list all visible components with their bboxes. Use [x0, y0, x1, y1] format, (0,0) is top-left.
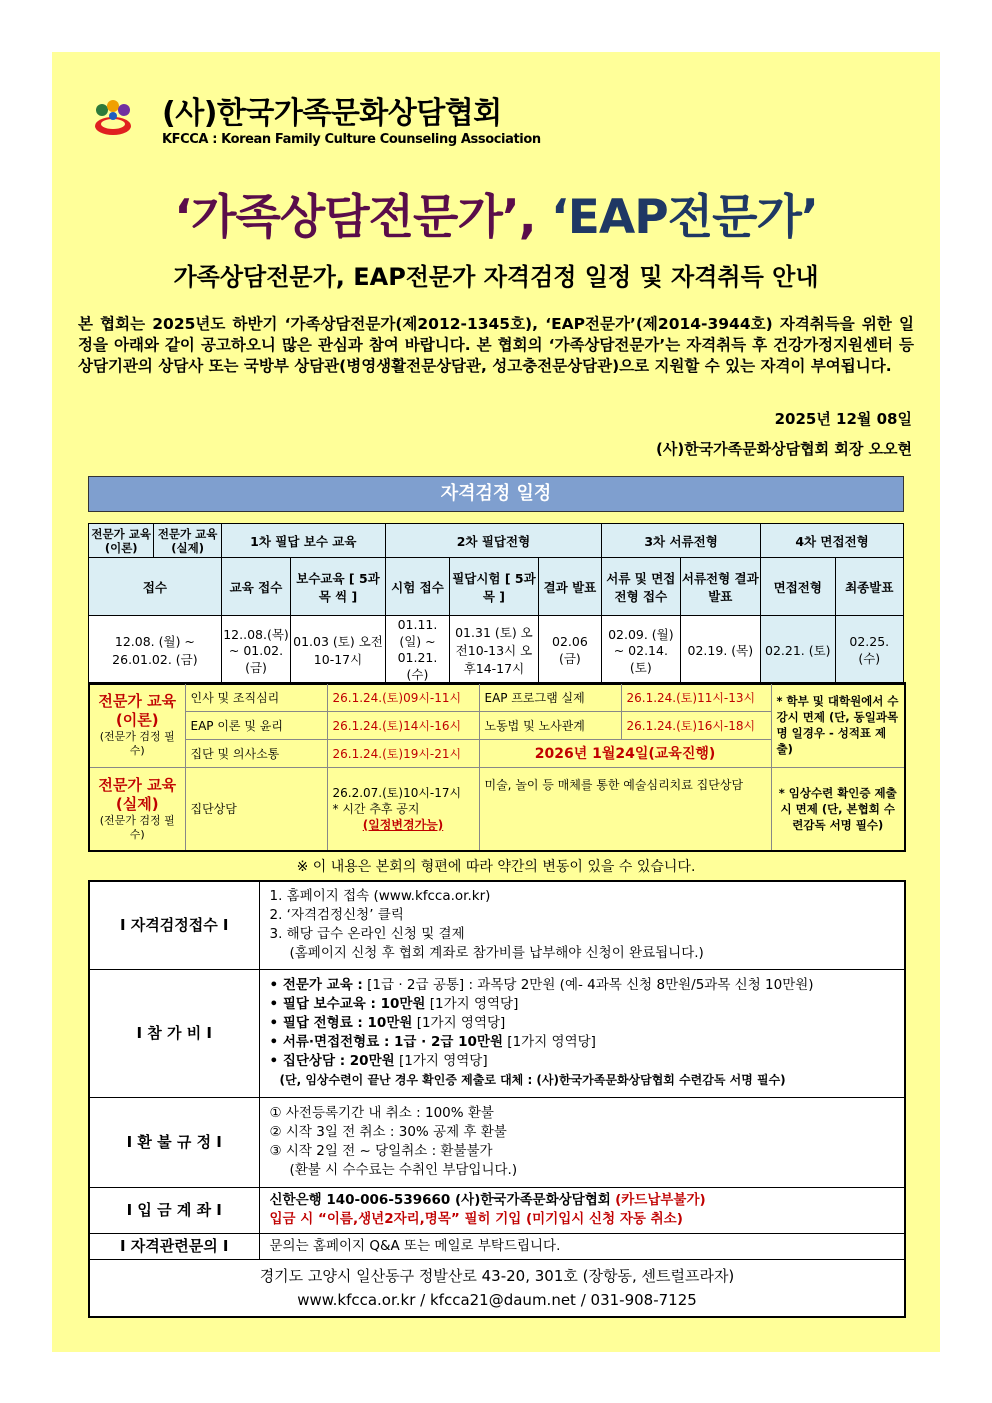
practice-description: 미술, 놀이 등 매체를 통한 예술심리치료 집단상담: [479, 767, 771, 851]
header-stage1: 1차 필답 보수 교육: [221, 524, 385, 558]
org-english-name: KFCCA : Korean Family Culture Counseling Association: [162, 132, 541, 147]
kfcca-logo-icon: [90, 98, 136, 138]
poster-page: [52, 52, 940, 1352]
cell-final: 02.25. (수): [835, 616, 903, 685]
headline-family-counselor: ‘가족상담전문가’,: [174, 190, 536, 245]
subheader-doc-result: 서류전형 결과발표: [680, 558, 760, 616]
time-eap-theory: 26.1.24.(토)14시-16시: [327, 711, 479, 739]
cell-refresher: 01.03 (토) 오전 10-17시: [291, 616, 386, 685]
cell-receipt: 12.08. (월) ~ 26.01.02. (금): [89, 616, 222, 685]
schedule-table: [88, 523, 904, 685]
signer: (사)한국가족문화상담협회 회장 오오현: [656, 440, 912, 458]
fee-key: I 참 가 비 I: [89, 969, 259, 1097]
cell-interview: 02.21. (토): [761, 616, 835, 685]
subject-eap-program: EAP 프로그램 실제: [479, 683, 621, 711]
headline-eap: ‘EAP전문가’: [550, 190, 818, 245]
header-edu-theory: 전문가 교육(이론): [89, 524, 154, 558]
subject-eap-theory: EAP 이론 및 윤리: [185, 711, 327, 739]
cell-exam-receipt: 01.11.(일) ~ 01.21.(수): [385, 616, 449, 685]
time-hr-psychology: 26.1.24.(토)09시-11시: [327, 683, 479, 711]
info-table: [88, 880, 906, 1318]
org-name: (사)한국가족문화상담협회: [162, 96, 502, 131]
header-edu-practice: 전문가 교육(실제): [154, 524, 221, 558]
subheader-result: 결과 발표: [538, 558, 601, 616]
subtitle: 가족상담전문가, EAP전문가 자격검정 일정 및 자격취득 안내: [173, 263, 819, 291]
subject-labor-law: 노동법 및 노사관계: [479, 711, 621, 739]
edu-practice-label: 전문가 교육(실제) (전문가 검정 필수): [89, 767, 185, 851]
refund-rules: ① 사전등록기간 내 취소 : 100% 환불 ② 시작 3일 전 취소 : 30% 공제 후 환불 ③ 시작 2일 전 ~ 당일취소 : 환불불가 (환불 시 수수료는 수취인 부담입니다.): [259, 1097, 905, 1187]
cell-doc-receipt: 02.09. (월) ~ 02.14. (토): [602, 616, 680, 685]
subheader-interview: 면접전형: [761, 558, 835, 616]
subheader-doc-receipt: 서류 및 면접 전형 접수: [602, 558, 680, 616]
inquiry-text: 문의는 홈페이지 Q&A 또는 메일로 부탁드립니다.: [259, 1233, 905, 1259]
subheader-refresher: 보수교육 [ 5과목 씩 ]: [291, 558, 386, 616]
subheader-receipt: 접수: [89, 558, 222, 616]
registration-key: I 자격검정접수 I: [89, 881, 259, 969]
time-group-communication: 26.1.24.(토)19시-21시: [327, 739, 479, 767]
refund-key: I 환 불 규 정 I: [89, 1097, 259, 1187]
time-eap-program: 26.1.24.(토)11시-13시: [621, 683, 771, 711]
schedule-title: 자격검정 일정: [88, 476, 904, 512]
cell-result: 02.06 (금): [538, 616, 601, 685]
change-notice: ※ 이 내용은 본회의 형편에 따라 약간의 변동이 있을 수 있습니다.: [296, 859, 696, 875]
subheader-exam-receipt: 시험 접수: [385, 558, 449, 616]
headline: [52, 180, 940, 247]
contact-line[interactable]: www.kfcca.or.kr / kfcca21@daum.net / 031-908-7125: [297, 1290, 697, 1309]
edu-date-highlight: 2026년 1월24일(교육진행): [479, 739, 771, 767]
subject-group-counseling: 집단상담: [185, 767, 327, 851]
header-stage2: 2차 필답전형: [385, 524, 601, 558]
subheader-final: 최종발표: [835, 558, 903, 616]
subheader-edu-receipt: 교육 접수: [221, 558, 290, 616]
inquiry-key: I 자격관련문의 I: [89, 1233, 259, 1259]
fee-details: • 전문가 교육 : [1급 · 2급 공통] : 과목당 2만원 (예- 4과목 신청 8만원/5과목 신청 10만원) • 필답 보수교육 : 10만원 [1가지 영역당] • 필답 전형료 : 10만원 [1가지 영역당] • 서류·면접전형료 : 1급 · 2급 10만원 [1가지 영역당] • 집단상담 : 20만원 [1가지 영역당] (단, 임상수련이 끝난 경우 확인증 제출로 대체 : (사)한국가족문화상담협회 수련감독 서명 필수): [259, 969, 905, 1097]
footer-contact: [89, 1259, 905, 1317]
edu-practice-note: * 임상수련 확인증 제출시 면제 (단, 본협회 수련감독 서명 필수): [771, 767, 905, 851]
cell-written-exam: 01.31 (토) 오전10-13시 오후14-17시: [450, 616, 539, 685]
edu-theory-label: 전문가 교육(이론) (전문가 검정 필수): [89, 683, 185, 767]
subject-group-communication: 집단 및 의사소통: [185, 739, 327, 767]
registration-steps: 1. 홈페이지 접속 (www.kfcca.or.kr) 2. ‘자격검정신청’ 클릭 3. 해당 급수 온라인 신청 및 결제 (홈페이지 신청 후 협회 계좌로 참가비를 납부해야 신청이 완료됩니다.): [259, 881, 905, 969]
practice-time: 26.2.07.(토)10시-17시 * 시간 추후 공지 (일정변경가능): [327, 767, 479, 851]
intro-paragraph: 본 협회는 2025년도 하반기 ‘가족상담전문가(제2012-1345호), ‘EAP전문가’(제2014-3944호) 자격취득을 위한 일정을 아래와 같이 공고하오니 많은 관심과 참여 바랍니다. 본 협회의 ‘가족상담전문가’는 자격취득 후 건강가정지원센터 등 상담기관의 상담사 또는 국방부 상담관(병영생활전문상담관, 성고충전문상담관)으로 지원할 수 있는 자격이 부여됩니다.: [78, 315, 914, 375]
header-stage3: 3차 서류전형: [602, 524, 761, 558]
bank-key: I 입 금 계 좌 I: [89, 1187, 259, 1233]
cell-doc-result: 02.19. (목): [680, 616, 760, 685]
address: 경기도 고양시 일산동구 정발산로 43-20, 301호 (장항동, 센트럴프라자): [259, 1266, 735, 1285]
edu-theory-note: * 학부 및 대학원에서 수강시 면제 (단, 동일과목명 일경우 - 성적표 제출): [771, 683, 905, 767]
bank-account: 신한은행 140-006-539660 (사)한국가족문화상담협회 (카드납부불가) 입금 시 “이름,생년2자리,명목” 필히 기입 (미기입시 신청 자동 취소): [259, 1187, 905, 1233]
subheader-written-exam: 필답시험 [ 5과목 ]: [450, 558, 539, 616]
time-labor-law: 26.1.24.(토)16시-18시: [621, 711, 771, 739]
cell-edu-receipt: 12..08.(목) ~ 01.02.(금): [221, 616, 290, 685]
header-stage4: 4차 면접전형: [761, 524, 904, 558]
education-table: [88, 682, 906, 852]
subject-hr-psychology: 인사 및 조직심리: [185, 683, 327, 711]
notice-date: 2025년 12월 08일: [774, 410, 912, 428]
